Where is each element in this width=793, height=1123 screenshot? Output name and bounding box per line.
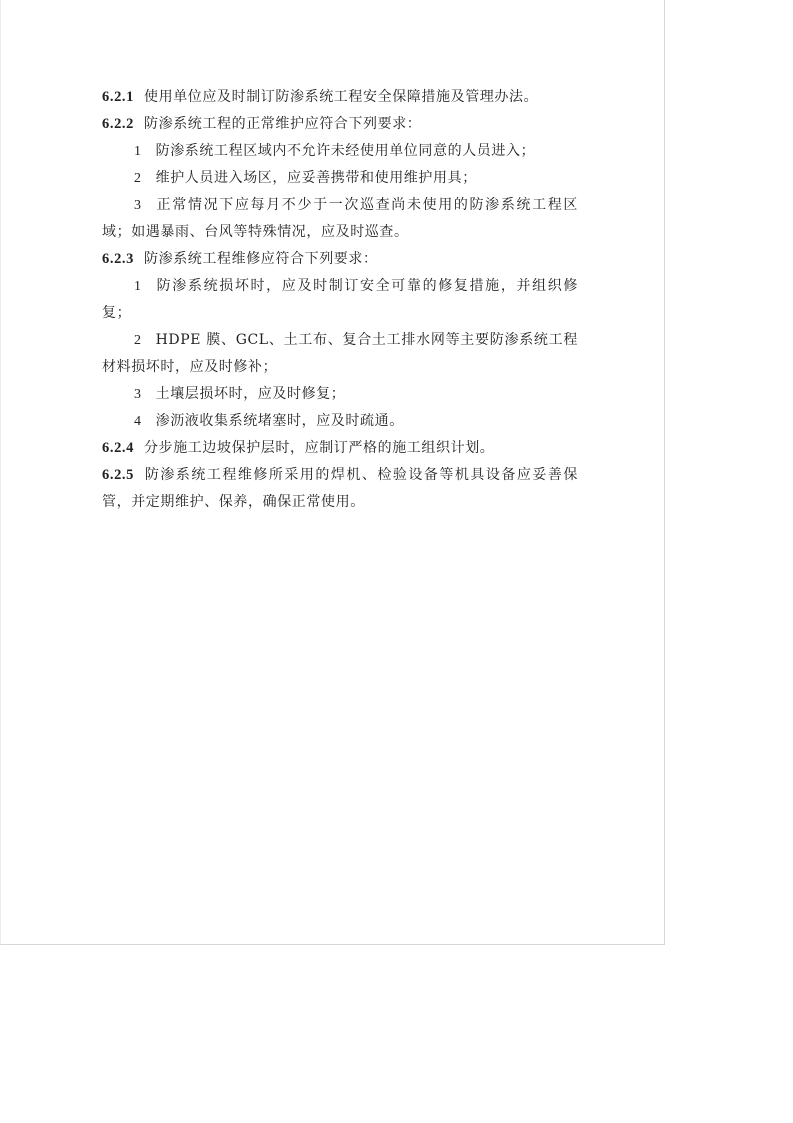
clause-text: 防渗系统工程维修应符合下列要求：	[144, 251, 378, 267]
list-item	[102, 273, 578, 327]
list-item	[102, 408, 578, 435]
list-item	[102, 192, 578, 246]
item-text: 渗沥液收集系统堵塞时，应及时疏通。	[155, 413, 404, 429]
document-body	[102, 84, 578, 516]
item-text: 维护人员进入场区，应妥善携带和使用维护用具；	[155, 170, 477, 186]
clause-text: 使用单位应及时制订防渗系统工程安全保障措施及管理办法。	[144, 89, 539, 105]
clause-text: 防渗系统工程维修所采用的焊机、检验设备等机具设备应妥善保管，并定期维护、保养，确保正常使用。	[102, 467, 578, 510]
item-text: 正常情况下应每月不少于一次巡查尚未使用的防渗系统工程区域；如遇暴雨、台风等特殊情况，应及时巡查。	[102, 197, 578, 240]
list-item	[102, 165, 578, 192]
item-text: 土壤层损坏时，应及时修复；	[155, 386, 346, 402]
clause-text: 分步施工边坡保护层时，应制订严格的施工组织计划。	[144, 440, 495, 456]
clause-number: 6.2.2	[102, 116, 134, 132]
clause-number: 6.2.5	[102, 467, 134, 483]
item-number: 4	[134, 414, 142, 429]
clause-6-2-4	[102, 435, 578, 462]
item-text: 防渗系统工程区域内不允许未经使用单位同意的人员进入；	[155, 143, 536, 159]
clause-number: 6.2.1	[102, 89, 134, 105]
item-number: 2	[134, 171, 142, 186]
item-number: 1	[134, 144, 142, 159]
clause-number: 6.2.3	[102, 251, 134, 267]
list-item	[102, 327, 578, 381]
item-number: 3	[134, 198, 142, 213]
clause-6-2-3	[102, 246, 578, 273]
clause-6-2-5	[102, 462, 578, 516]
clause-text: 防渗系统工程的正常维护应符合下列要求：	[144, 116, 422, 132]
item-number: 2	[134, 333, 142, 348]
list-item	[102, 138, 578, 165]
item-number: 3	[134, 387, 142, 402]
clause-number: 6.2.4	[102, 440, 134, 456]
item-text: 防渗系统损坏时，应及时制订安全可靠的修复措施，并组织修复；	[102, 278, 578, 321]
item-number: 1	[134, 279, 142, 294]
item-text: HDPE 膜、GCL、土工布、复合土工排水网等主要防渗系统工程材料损坏时，应及时修补；	[102, 332, 578, 375]
clause-6-2-1	[102, 84, 578, 111]
list-item	[102, 381, 578, 408]
clause-6-2-2	[102, 111, 578, 138]
